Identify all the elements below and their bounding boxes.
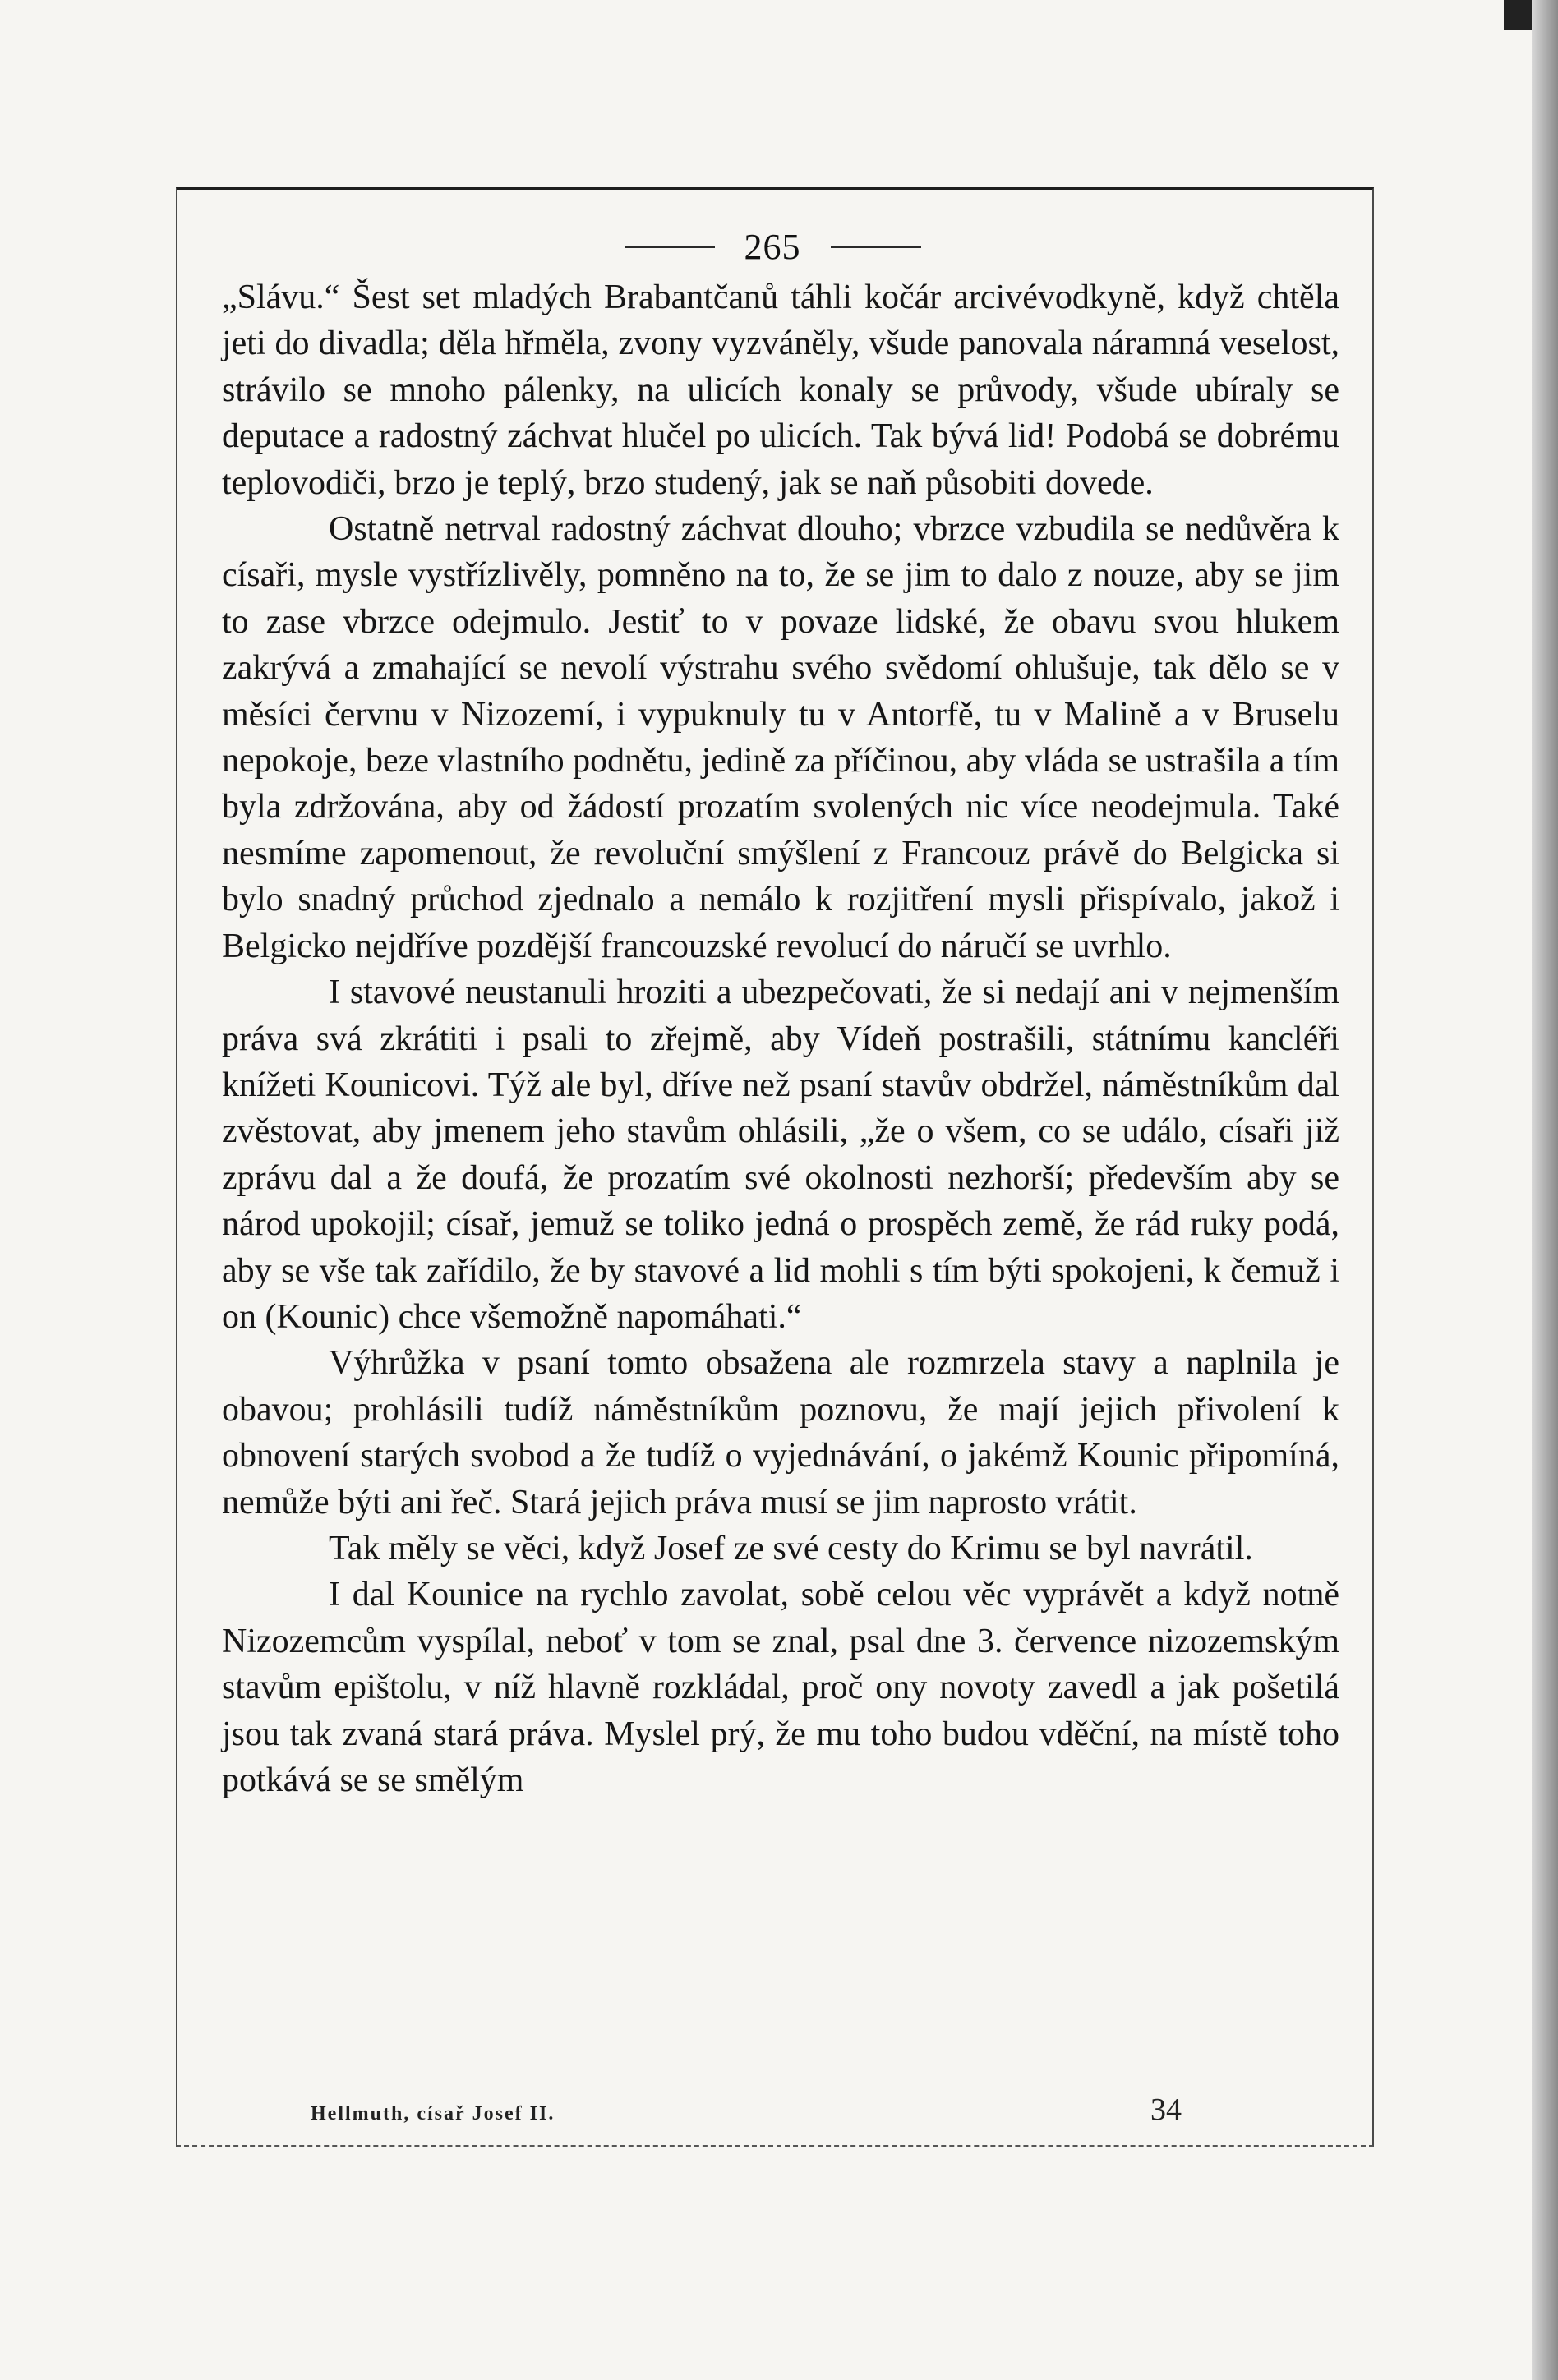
page-footer [311,2092,1182,2125]
paragraph-5: Tak měly se věci, když Josef ze své cesty do Krimu se byl navrátil. [329,1529,1253,1567]
page-number: 265 [744,226,801,267]
header-rule-right [831,246,921,248]
paragraph-4: Výhrůžka v psaní tomto obsažena ale rozmrzela stavy a naplnila je obavou; prohlásili tudíž náměstníkům poznovu, že mají jejich přivolení k obnovení starých svobod a že tudíž o vyjednávání, o jakémž Kounic připomíná, nemůže býti ani řeč. Stará jejich práva musí se jim naprosto vrátit. [222,1344,1339,1521]
signature-mark: 34 [1150,2092,1182,2127]
paragraph-1: „Slávu.“ Šest set mladých Brabantčanů táhli kočár arcivévodkyně, když chtěla jeti do divadla; děla hřměla, zvony vyzváněly, všude panovala náramná veselost, strávilo se mnoho pálenky, na ulicích konaly se průvody, všude ubíraly se deputace a radostný záchvat hlučel po ulicích. Tak bývá lid! Podobá se dobrému teplovodiči, brzo je teplý, brzo studený, jak se naň působiti dovede. [222,279,1339,502]
paragraph-3: I stavové neustanuli hroziti a ubezpečovati, že si nedají ani v nejmenším práva svá zkrátiti i psali to zřejmě, aby Vídeň postrašili, státnímu kancléři knížeti Kounicovi. Týž ale byl, dříve než psaní stavův obdržel, náměstníkům dal zvěstovat, aby jmenem jeho stavům ohlásili, „že o všem, co se událo, císaři již zprávu dal a že doufá, že prozatím své okolnosti nezhorší; především aby se národ upokojil; císař, jemuž se toliko jedná o prospěch země, že rád ruky podá, aby se vše tak zařídilo, že by stavové a lid mohli s tím býti spokojeni, k čemuž i on (Kounic) chce všemožně napomáhati.“ [222,974,1339,1336]
paragraph-2: Ostatně netrval radostný záchvat dlouho; vbrzce vzbudila se nedůvěra k císaři, mysle vystřízlivěly, pomněno na to, že se jim to dalo z nouze, aby se jim to zase vbrzce odejmulo. Jestiť to v povaze lidské, že obavu svou hlukem zakrývá a zmahající se nevolí výstrahu svého svědomí ohlušuje, tak dělo se v měsíci červnu v Nizozemí, i vypuknuly tu v Antorfě, tu v Malině a v Bruselu nepokoje, beze vlastního podnětu, jedině za příčinou, aby vláda se ustrašila a tím byla zdržována, aby od žádostí prozatím svolených nic více neodejmula. Také nesmíme zapomenout, že revoluční smýšlení z Francouz právě do Belgicka si bylo snadný průchod zjednalo a nemálo k rozjitření mysli přispívalo, jakož i Belgicko nejdříve pozdější francouzské revolucí do náručí se uvrhlo. [222,510,1339,965]
page-header [181,222,1364,271]
paragraph-6: I dal Kounice na rychlo zavolat, sobě celou věc vyprávět a když notně Nizozemcům vyspílal, neboť v tom se znal, psal dne 3. července nizozemským stavům epištolu, v níž hlavně rozkládal, proč ony novoty zavedl a jak pošetilá jsou tak zvaná stará práva. Myslel prý, že mu toho budou vděční, na místě toho potkává se se smělým [222,1576,1339,1799]
scan-edge [1532,0,1558,2380]
header-rule-left [625,246,715,248]
body-text [222,274,1339,1803]
printer-signature: Hellmuth, císař Josef II. [311,2103,555,2125]
scan-corner-mark [1504,0,1532,30]
